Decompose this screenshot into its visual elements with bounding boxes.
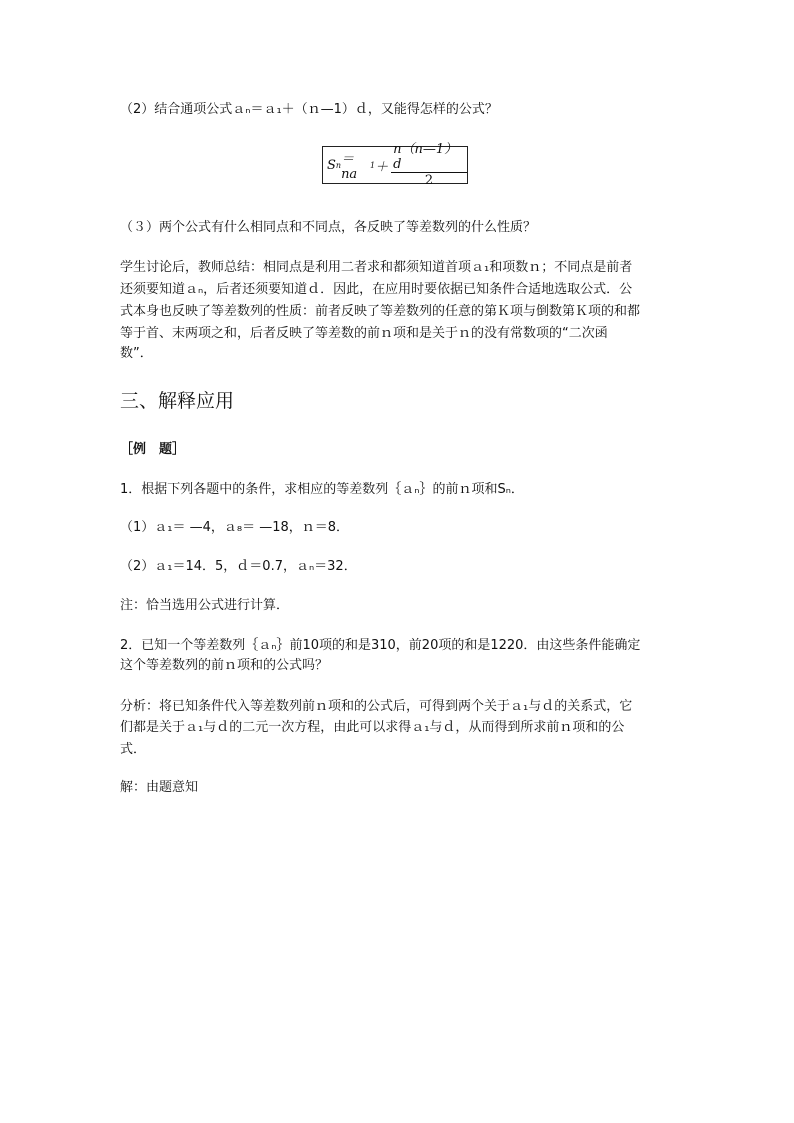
formula-plus: ＋ — [375, 159, 389, 175]
example-2-line-1: 2．已知一个等差数列｛ａₙ｝前10项的和是310，前20项的和是1220．由这些条件能确定 — [120, 638, 641, 653]
analysis-line-1: 分析：将已知条件代入等差数列前ｎ项和的公式后，可得到两个关于ａ₁与ｄ的关系式，它 — [120, 699, 633, 714]
sum-formula-box — [322, 142, 468, 188]
formula-lhs-sub: n — [335, 160, 342, 170]
discussion-line-5: 数”． — [120, 346, 153, 361]
question-2-prompt: （2）结合通项公式ａₙ＝ａ₁＋（ｎ—1）ｄ，又能得怎样的公式？ — [120, 102, 498, 117]
formula-term-sub: 1 — [370, 160, 376, 170]
formula-term: ＝na — [341, 152, 358, 182]
section-title: 三、解释应用 — [120, 390, 235, 412]
question-3-prompt: （３）两个公式有什么相同点和不同点，各反映了等差数列的什么性质？ — [120, 220, 537, 235]
analysis-line-2: 们都是关于ａ₁与ｄ的二元一次方程，由此可以求得ａ₁与ｄ，从而得到所求前ｎ项和的公 — [120, 720, 625, 735]
discussion-line-1: 学生讨论后，教师总结：相同点是利用二者求和都须知道首项ａ₁和项数ｎ；不同点是前者 — [120, 260, 633, 275]
formula-fraction — [391, 142, 467, 188]
formula-lhs: S — [327, 157, 336, 173]
solution-start: 解：由题意知 — [120, 780, 199, 795]
discussion-line-4: 等于首、末两项之和，后者反映了等差数的前ｎ项和是关于ｎ的没有常数项的“二次函 — [120, 326, 608, 341]
example-2-line-2: 这个等差数列的前ｎ项和的公式吗？ — [120, 658, 329, 673]
formula-numerator: n（n—1）d — [391, 142, 467, 173]
discussion-line-2: 还须要知道ａₙ，后者还须要知道ｄ．因此，在应用时要依据已知条件合适地选取公式．公 — [120, 282, 633, 297]
example-1-part-2: （2）ａ₁＝14．5，ｄ＝0.7，ａₙ＝32． — [120, 559, 357, 574]
example-note: 注：恰当选用公式进行计算． — [120, 598, 290, 613]
formula-denominator: 2 — [424, 173, 434, 188]
example-1-question: 1．根据下列各题中的条件，求相应的等差数列｛ａₙ｝的前ｎ项和Sₙ． — [120, 482, 524, 497]
example-heading: ［例 题］ — [120, 442, 186, 457]
discussion-line-3: 式本身也反映了等差数列的性质：前者反映了等差数列的任意的第Ｋ项与倒数第Ｋ项的和都 — [120, 304, 641, 319]
analysis-line-3: 式． — [120, 742, 147, 757]
example-1-part-1: （1）ａ₁＝ —4，ａ₈＝ —18，ｎ＝8． — [120, 520, 350, 535]
